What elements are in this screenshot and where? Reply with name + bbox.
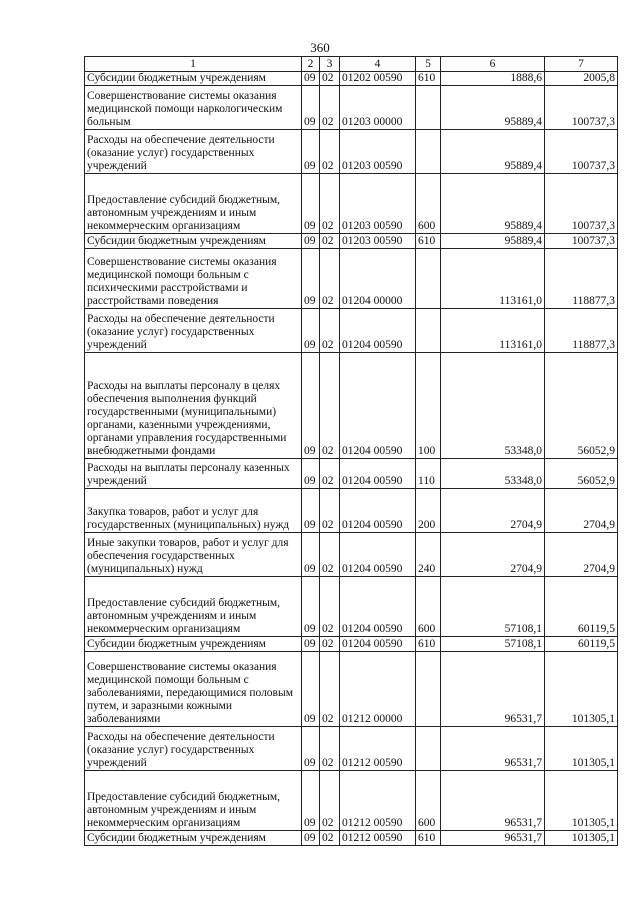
- subsection-code: 02: [320, 489, 340, 533]
- subsection-code: 02: [320, 771, 340, 831]
- expense-type-code: 240: [416, 533, 441, 577]
- row-name: Расходы на обеспечение деятельности (оказание услуг) государственных учреждений: [85, 727, 302, 771]
- section-code: 09: [302, 353, 320, 459]
- target-article-code: 01203 00590: [340, 174, 416, 234]
- header-cell: 3: [320, 57, 340, 72]
- table-row: [85, 577, 618, 637]
- section-code: 09: [302, 533, 320, 577]
- table-row: [85, 727, 618, 771]
- section-code: 09: [302, 86, 320, 130]
- expense-type-code: 600: [416, 174, 441, 234]
- row-name: Предоставление субсидий бюджетным, автономным учреждениям и иным некоммерческим организациям: [85, 771, 302, 831]
- row-name: Совершенствование системы оказания медицинской помощи больным с психическими расстройствами и расстройствами поведения: [85, 249, 302, 309]
- amount-col6: 95889,4: [441, 130, 545, 174]
- subsection-code: 02: [320, 533, 340, 577]
- amount-col6: 96531,7: [441, 727, 545, 771]
- amount-col6: 53348,0: [441, 353, 545, 459]
- subsection-code: 02: [320, 174, 340, 234]
- target-article-code: 01204 00590: [340, 353, 416, 459]
- target-article-code: 01204 00590: [340, 459, 416, 489]
- expense-type-code: 200: [416, 489, 441, 533]
- section-code: 09: [302, 771, 320, 831]
- subsection-code: 02: [320, 652, 340, 727]
- amount-col7: 2704,9: [545, 533, 618, 577]
- expense-type-code: [416, 652, 441, 727]
- table-row: [85, 174, 618, 234]
- amount-col7: 118877,3: [545, 249, 618, 309]
- table-row: [85, 637, 618, 652]
- header-cell: 2: [302, 57, 320, 72]
- subsection-code: 02: [320, 577, 340, 637]
- table-row: [85, 831, 618, 846]
- section-code: 09: [302, 234, 320, 249]
- amount-col7: 56052,9: [545, 459, 618, 489]
- table-row: [85, 72, 618, 86]
- amount-col7: 60119,5: [545, 577, 618, 637]
- row-name: Субсидии бюджетным учреждениям: [85, 831, 302, 846]
- header-cell: 1: [85, 57, 302, 72]
- header-row: [85, 57, 618, 72]
- table-row: [85, 771, 618, 831]
- header-cell: 6: [441, 57, 545, 72]
- table-row: [85, 309, 618, 353]
- target-article-code: 01203 00590: [340, 130, 416, 174]
- subsection-code: 02: [320, 309, 340, 353]
- table-row: [85, 652, 618, 727]
- target-article-code: 01204 00590: [340, 489, 416, 533]
- amount-col7: 100737,3: [545, 174, 618, 234]
- expense-type-code: 600: [416, 771, 441, 831]
- header-cell: 5: [416, 57, 441, 72]
- target-article-code: 01202 00590: [340, 72, 416, 86]
- target-article-code: 01204 00590: [340, 533, 416, 577]
- row-name: Расходы на обеспечение деятельности (оказание услуг) государственных учреждений: [85, 309, 302, 353]
- table-row: [85, 86, 618, 130]
- table-row: [85, 234, 618, 249]
- header-cell: 4: [340, 57, 416, 72]
- table-row: [85, 533, 618, 577]
- target-article-code: 01212 00590: [340, 727, 416, 771]
- row-name: Совершенствование системы оказания медицинской помощи наркологическим больным: [85, 86, 302, 130]
- amount-col7: 2704,9: [545, 489, 618, 533]
- amount-col6: 95889,4: [441, 174, 545, 234]
- section-code: 09: [302, 727, 320, 771]
- subsection-code: 02: [320, 249, 340, 309]
- expense-type-code: 610: [416, 72, 441, 86]
- section-code: 09: [302, 831, 320, 846]
- amount-col6: 1888,6: [441, 72, 545, 86]
- table-row: [85, 459, 618, 489]
- expense-type-code: 110: [416, 459, 441, 489]
- row-name: Совершенствование системы оказания медицинской помощи больным с заболеваниями, передающимися половым путем, и заразными кожными заболеваниями: [85, 652, 302, 727]
- section-code: 09: [302, 130, 320, 174]
- row-name: Предоставление субсидий бюджетным, автономным учреждениям и иным некоммерческим организациям: [85, 577, 302, 637]
- amount-col6: 57108,1: [441, 577, 545, 637]
- expense-type-code: 610: [416, 637, 441, 652]
- row-name: Закупка товаров, работ и услуг для государственных (муниципальных) нужд: [85, 489, 302, 533]
- table-row: [85, 249, 618, 309]
- amount-col7: 101305,1: [545, 771, 618, 831]
- expense-type-code: 610: [416, 234, 441, 249]
- section-code: 09: [302, 174, 320, 234]
- section-code: 09: [302, 249, 320, 309]
- target-article-code: 01212 00000: [340, 652, 416, 727]
- section-code: 09: [302, 72, 320, 86]
- section-code: 09: [302, 577, 320, 637]
- section-code: 09: [302, 309, 320, 353]
- subsection-code: 02: [320, 353, 340, 459]
- table-row: [85, 489, 618, 533]
- row-name: Предоставление субсидий бюджетным, автономным учреждениям и иным некоммерческим организациям: [85, 174, 302, 234]
- target-article-code: 01204 00000: [340, 249, 416, 309]
- subsection-code: 02: [320, 130, 340, 174]
- expense-type-code: [416, 249, 441, 309]
- row-name: Субсидии бюджетным учреждениям: [85, 637, 302, 652]
- subsection-code: 02: [320, 637, 340, 652]
- expense-type-code: 610: [416, 831, 441, 846]
- expense-type-code: [416, 727, 441, 771]
- section-code: 09: [302, 489, 320, 533]
- amount-col6: 95889,4: [441, 234, 545, 249]
- amount-col7: 118877,3: [545, 309, 618, 353]
- amount-col6: 113161,0: [441, 309, 545, 353]
- expense-type-code: [416, 309, 441, 353]
- target-article-code: 01203 00000: [340, 86, 416, 130]
- header-cell: 7: [545, 57, 618, 72]
- amount-col6: 2704,9: [441, 489, 545, 533]
- amount-col7: 2005,8: [545, 72, 618, 86]
- row-name: Субсидии бюджетным учреждениям: [85, 234, 302, 249]
- expense-type-code: 600: [416, 577, 441, 637]
- subsection-code: 02: [320, 72, 340, 86]
- target-article-code: 01204 00590: [340, 309, 416, 353]
- row-name: Расходы на выплаты персоналу в целях обеспечения выполнения функций государственными (муниципальными) органами, казенными учреждениями, органами управления государственными внебюджетными фондами: [85, 353, 302, 459]
- amount-col6: 96531,7: [441, 831, 545, 846]
- expense-type-code: [416, 86, 441, 130]
- page-number: 360: [310, 40, 330, 55]
- table-row: [85, 130, 618, 174]
- row-name: Субсидии бюджетным учреждениям: [85, 72, 302, 86]
- amount-col6: 95889,4: [441, 86, 545, 130]
- amount-col7: 101305,1: [545, 831, 618, 846]
- amount-col6: 57108,1: [441, 637, 545, 652]
- row-name: Иные закупки товаров, работ и услуг для обеспечения государственных (муниципальных) нужд: [85, 533, 302, 577]
- amount-col6: 2704,9: [441, 533, 545, 577]
- target-article-code: 01212 00590: [340, 771, 416, 831]
- amount-col6: 53348,0: [441, 459, 545, 489]
- subsection-code: 02: [320, 234, 340, 249]
- subsection-code: 02: [320, 459, 340, 489]
- expense-type-code: 100: [416, 353, 441, 459]
- amount-col6: 96531,7: [441, 771, 545, 831]
- amount-col7: 60119,5: [545, 637, 618, 652]
- subsection-code: 02: [320, 727, 340, 771]
- amount-col6: 96531,7: [441, 652, 545, 727]
- target-article-code: 01204 00590: [340, 637, 416, 652]
- amount-col6: 113161,0: [441, 249, 545, 309]
- section-code: 09: [302, 637, 320, 652]
- amount-col7: 56052,9: [545, 353, 618, 459]
- amount-col7: 100737,3: [545, 86, 618, 130]
- target-article-code: 01204 00590: [340, 577, 416, 637]
- subsection-code: 02: [320, 86, 340, 130]
- section-code: 09: [302, 652, 320, 727]
- target-article-code: 01212 00590: [340, 831, 416, 846]
- row-name: Расходы на обеспечение деятельности (оказание услуг) государственных учреждений: [85, 130, 302, 174]
- row-name: Расходы на выплаты персоналу казенных учреждений: [85, 459, 302, 489]
- table-row: [85, 353, 618, 459]
- amount-col7: 101305,1: [545, 727, 618, 771]
- amount-col7: 100737,3: [545, 130, 618, 174]
- subsection-code: 02: [320, 831, 340, 846]
- target-article-code: 01203 00590: [340, 234, 416, 249]
- budget-table: [84, 56, 618, 846]
- section-code: 09: [302, 459, 320, 489]
- amount-col7: 100737,3: [545, 234, 618, 249]
- expense-type-code: [416, 130, 441, 174]
- amount-col7: 101305,1: [545, 652, 618, 727]
